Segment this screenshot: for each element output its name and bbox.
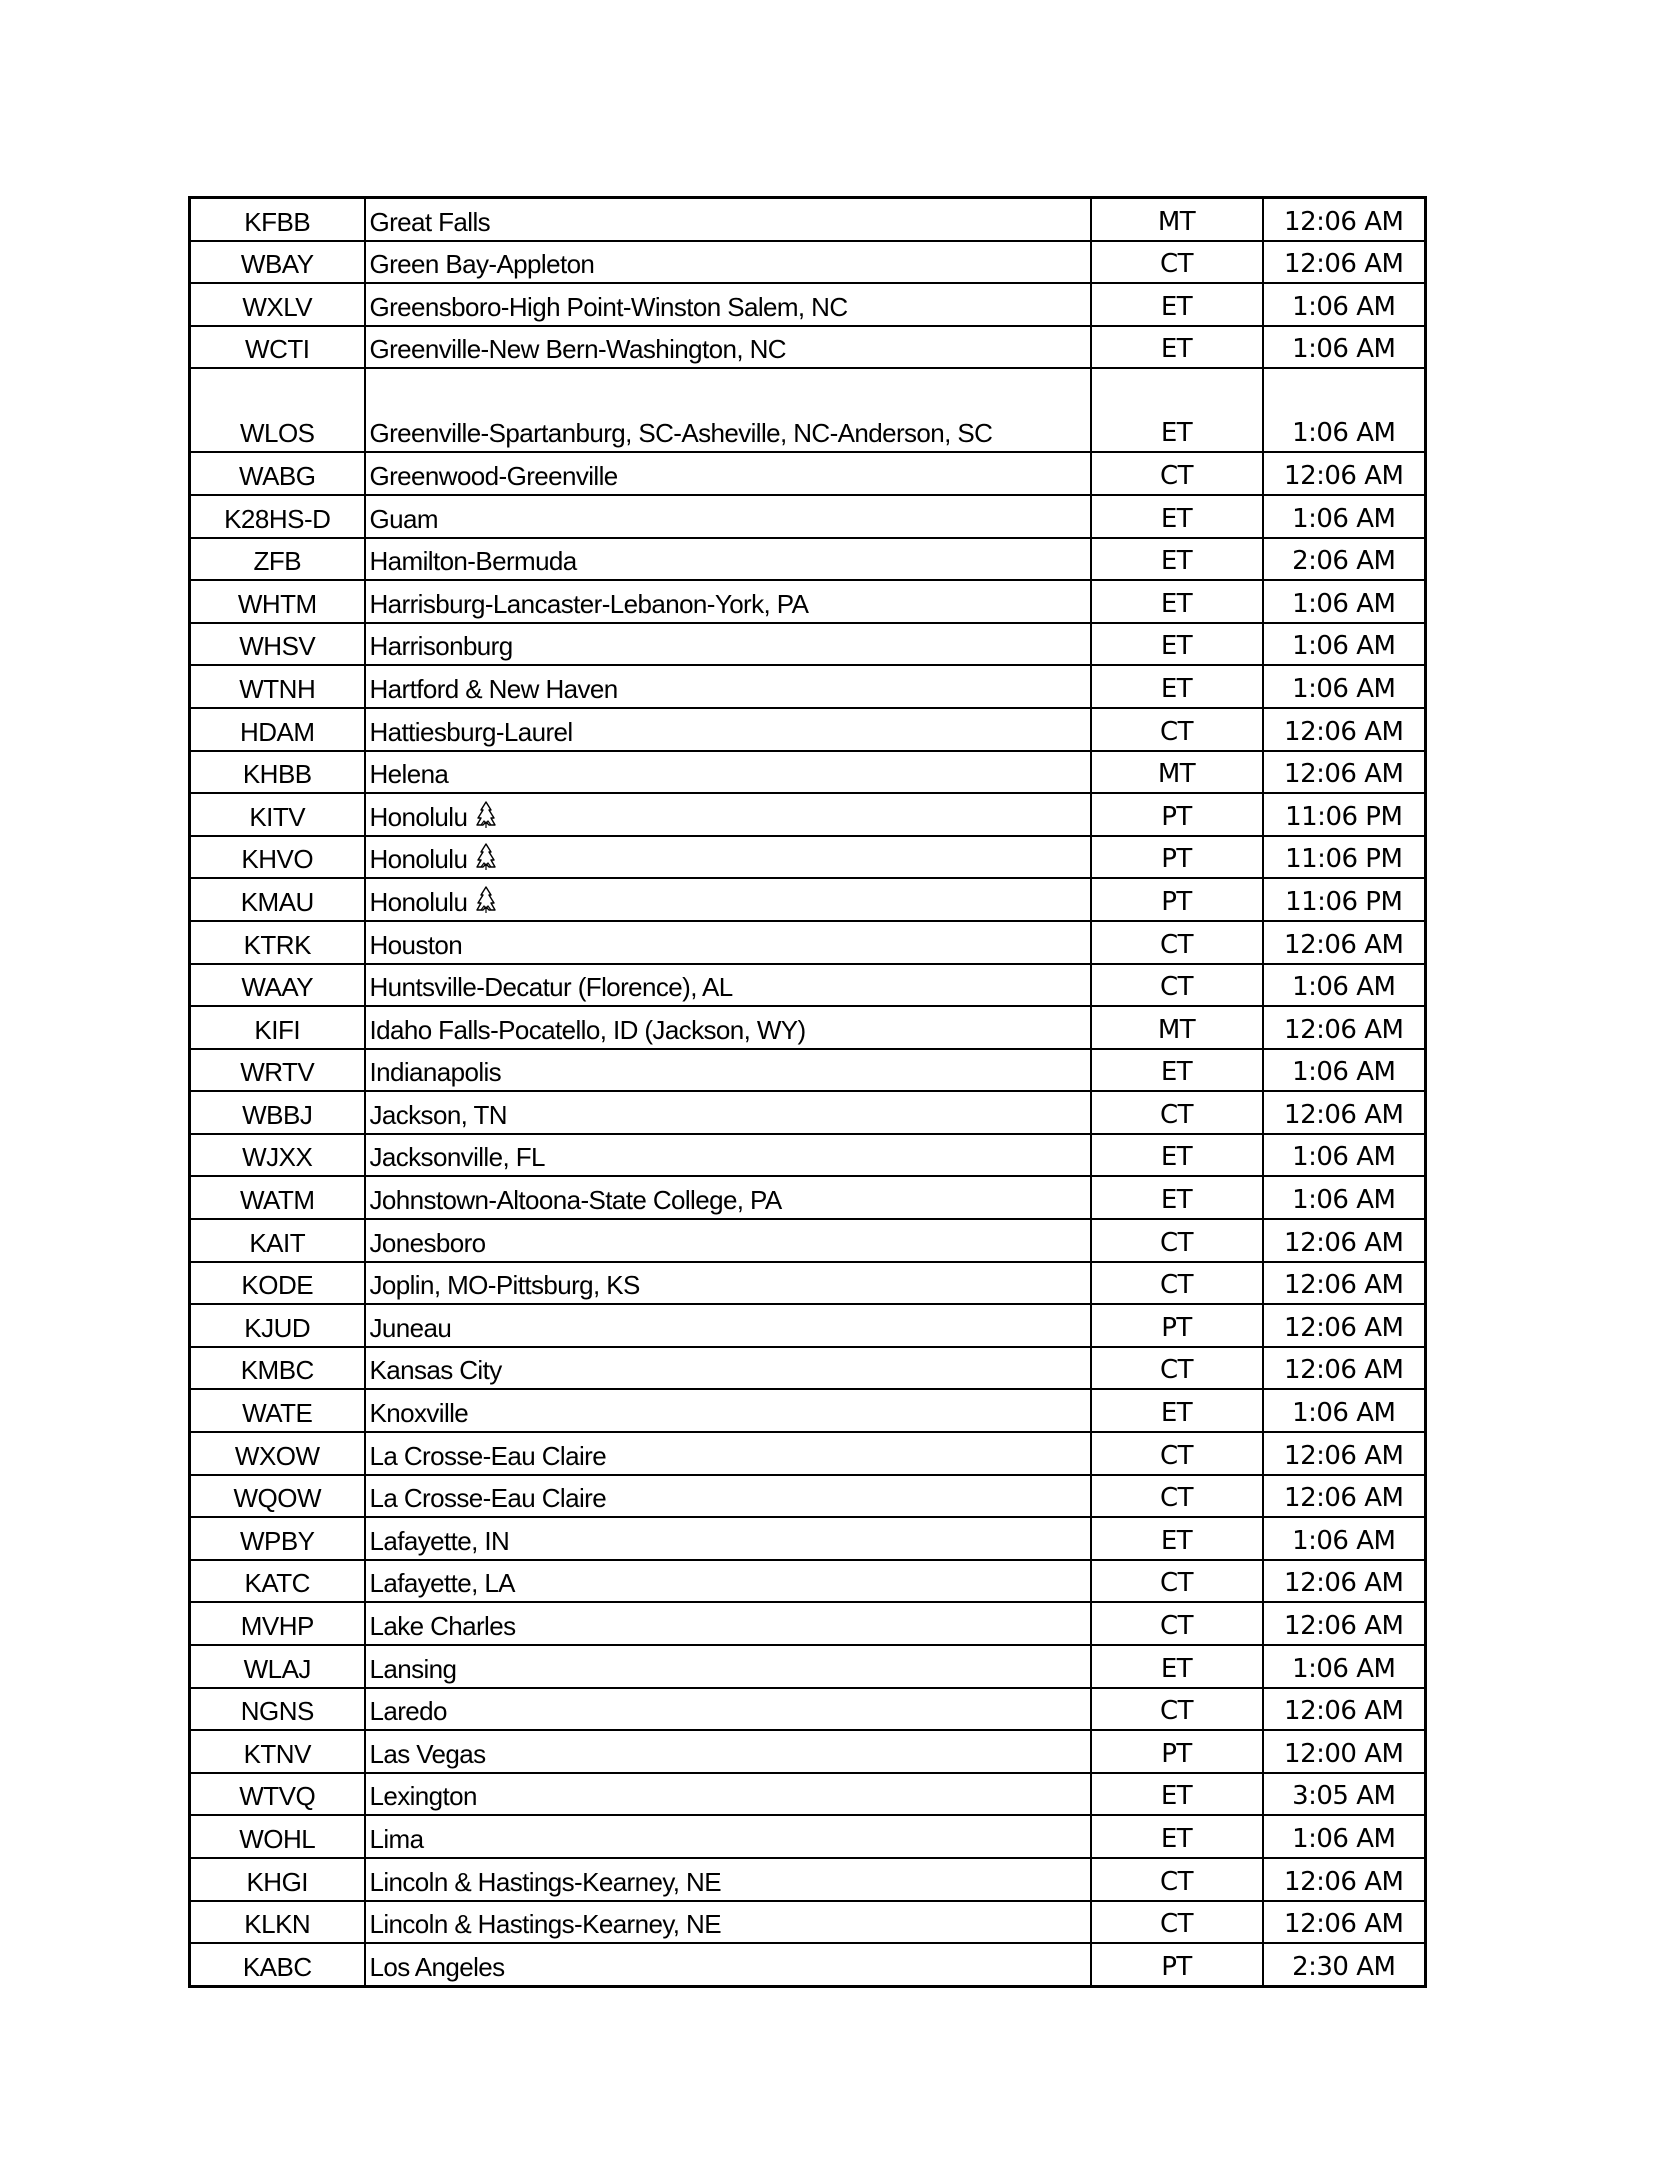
table-row [190, 751, 1426, 794]
time-zone-cell: CT [1091, 921, 1263, 964]
market-cell [365, 1645, 1091, 1688]
market-name: Idaho Falls-Pocatello, ID (Jackson, WY) [369, 1014, 806, 1045]
market-cell [365, 538, 1091, 581]
air-time-cell: 1:06 AM [1263, 1645, 1426, 1688]
market-cell [365, 878, 1091, 921]
market-name: Jonesboro [369, 1227, 486, 1258]
time-zone-cell: CT [1091, 1602, 1263, 1645]
time-zone-cell: ET [1091, 538, 1263, 581]
call-sign-cell: WBBJ [190, 1091, 365, 1134]
air-time-cell: 12:06 AM [1263, 1219, 1426, 1262]
market-name: Kansas City [369, 1355, 502, 1386]
table-row [190, 1858, 1426, 1901]
market-name: Huntsville-Decatur (Florence), AL [369, 972, 733, 1003]
call-sign-cell: WPBY [190, 1517, 365, 1560]
call-sign-cell: KMAU [190, 878, 365, 921]
air-time-cell: 1:06 AM [1263, 964, 1426, 1007]
air-time-cell: 12:06 AM [1263, 1688, 1426, 1731]
air-time-cell: 12:06 AM [1263, 1602, 1426, 1645]
table-row [190, 580, 1426, 623]
air-time-cell: 11:06 PM [1263, 793, 1426, 836]
market-name: Houston [369, 929, 463, 960]
time-zone-cell: ET [1091, 623, 1263, 666]
air-time-cell: 12:06 AM [1263, 452, 1426, 495]
time-zone-cell: CT [1091, 1475, 1263, 1518]
call-sign-cell: NGNS [190, 1688, 365, 1731]
table-row [190, 1219, 1426, 1262]
table-row [190, 1730, 1426, 1773]
call-sign-cell: WATM [190, 1176, 365, 1219]
market-name: La Crosse-Eau Claire [369, 1483, 607, 1514]
call-sign-cell: MVHP [190, 1602, 365, 1645]
table-row [190, 495, 1426, 538]
table-body [190, 198, 1426, 1987]
market-cell [365, 1815, 1091, 1858]
call-sign-cell: KTRK [190, 921, 365, 964]
market-name: Lafayette, LA [369, 1568, 515, 1599]
table-row [190, 665, 1426, 708]
evergreen-tree-icon [475, 843, 497, 871]
market-cell [365, 1219, 1091, 1262]
time-zone-cell: ET [1091, 1645, 1263, 1688]
air-time-cell: 1:06 AM [1263, 1815, 1426, 1858]
market-cell [365, 1006, 1091, 1049]
market-name: Juneau [369, 1312, 452, 1343]
market-cell [365, 1560, 1091, 1603]
air-time-cell: 12:06 AM [1263, 921, 1426, 964]
table-row [190, 198, 1426, 241]
call-sign-cell: WATE [190, 1389, 365, 1432]
air-time-cell: 1:06 AM [1263, 580, 1426, 623]
time-zone-cell: MT [1091, 751, 1263, 794]
table-row [190, 921, 1426, 964]
table-row [190, 1475, 1426, 1518]
table-row [190, 1304, 1426, 1347]
call-sign-cell: KLKN [190, 1901, 365, 1944]
market-name: Honolulu [369, 886, 468, 917]
market-cell [365, 1432, 1091, 1475]
air-time-cell: 11:06 PM [1263, 878, 1426, 921]
market-cell [365, 368, 1091, 452]
market-cell [365, 1176, 1091, 1219]
air-time-cell: 12:06 AM [1263, 1304, 1426, 1347]
market-name: Los Angeles [369, 1951, 505, 1982]
time-zone-cell: ET [1091, 495, 1263, 538]
time-zone-cell: CT [1091, 708, 1263, 751]
table-row [190, 1432, 1426, 1475]
air-time-cell: 1:06 AM [1263, 1134, 1426, 1177]
market-cell [365, 1304, 1091, 1347]
market-name: Lansing [369, 1653, 457, 1684]
market-name: Guam [369, 503, 438, 534]
time-zone-cell: ET [1091, 580, 1263, 623]
market-cell [365, 283, 1091, 326]
market-cell [365, 751, 1091, 794]
call-sign-cell: WHTM [190, 580, 365, 623]
market-name: Hartford & New Haven [369, 673, 618, 704]
table-row [190, 1773, 1426, 1816]
market-cell [365, 1773, 1091, 1816]
call-sign-cell: WAAY [190, 964, 365, 1007]
market-name: Knoxville [369, 1398, 469, 1429]
air-time-cell: 12:06 AM [1263, 751, 1426, 794]
time-zone-cell: CT [1091, 1688, 1263, 1731]
call-sign-cell: WQOW [190, 1475, 365, 1518]
market-cell [365, 1730, 1091, 1773]
air-time-cell: 12:06 AM [1263, 1432, 1426, 1475]
air-time-cell: 1:06 AM [1263, 1049, 1426, 1092]
call-sign-cell: WJXX [190, 1134, 365, 1177]
table-row [190, 836, 1426, 879]
time-zone-cell: CT [1091, 1901, 1263, 1944]
air-time-cell: 2:06 AM [1263, 538, 1426, 581]
market-name: Honolulu [369, 801, 468, 832]
table-row [190, 1645, 1426, 1688]
market-cell [365, 921, 1091, 964]
market-name: Greenwood-Greenville [369, 460, 618, 491]
market-name: Lincoln & Hastings-Kearney, NE [369, 1909, 721, 1940]
market-name: Hattiesburg-Laurel [369, 716, 573, 747]
market-cell [365, 580, 1091, 623]
air-time-cell: 1:06 AM [1263, 326, 1426, 369]
call-sign-cell: KHVO [190, 836, 365, 879]
air-time-cell: 12:06 AM [1263, 198, 1426, 241]
air-time-cell: 12:06 AM [1263, 1347, 1426, 1390]
call-sign-cell: WXLV [190, 283, 365, 326]
time-zone-cell: PT [1091, 793, 1263, 836]
time-zone-cell: PT [1091, 836, 1263, 879]
table-row [190, 538, 1426, 581]
market-name: Laredo [369, 1696, 447, 1727]
market-name: Johnstown-Altoona-State College, PA [369, 1185, 782, 1216]
time-zone-cell: ET [1091, 1815, 1263, 1858]
market-cell [365, 495, 1091, 538]
evergreen-tree-icon [475, 801, 497, 829]
time-zone-cell: ET [1091, 1773, 1263, 1816]
time-zone-cell: PT [1091, 878, 1263, 921]
call-sign-cell: ZFB [190, 538, 365, 581]
market-name: Hamilton-Bermuda [369, 546, 577, 577]
market-name: La Crosse-Eau Claire [369, 1440, 607, 1471]
market-cell [365, 623, 1091, 666]
call-sign-cell: K28HS-D [190, 495, 365, 538]
air-time-cell: 1:06 AM [1263, 368, 1426, 452]
time-zone-cell: PT [1091, 1304, 1263, 1347]
call-sign-cell: KTNV [190, 1730, 365, 1773]
market-name: Lexington [369, 1781, 477, 1812]
table-row [190, 708, 1426, 751]
market-cell [365, 1091, 1091, 1134]
table-row [190, 1602, 1426, 1645]
market-name: Greenville-New Bern-Washington, NC [369, 334, 786, 365]
time-zone-cell: ET [1091, 1134, 1263, 1177]
call-sign-cell: HDAM [190, 708, 365, 751]
time-zone-cell: CT [1091, 1219, 1263, 1262]
table-row [190, 1134, 1426, 1177]
air-time-cell: 12:06 AM [1263, 1901, 1426, 1944]
market-cell [365, 1858, 1091, 1901]
market-name: Honolulu [369, 844, 468, 875]
call-sign-cell: KFBB [190, 198, 365, 241]
table-row [190, 452, 1426, 495]
market-name: Lima [369, 1823, 424, 1854]
time-zone-cell: CT [1091, 1262, 1263, 1305]
air-time-cell: 12:00 AM [1263, 1730, 1426, 1773]
call-sign-cell: WLAJ [190, 1645, 365, 1688]
call-sign-cell: KIFI [190, 1006, 365, 1049]
table-row [190, 793, 1426, 836]
call-sign-cell: KAIT [190, 1219, 365, 1262]
market-cell [365, 198, 1091, 241]
market-name: Harrisonburg [369, 631, 513, 662]
air-time-cell: 12:06 AM [1263, 1858, 1426, 1901]
market-cell [365, 1134, 1091, 1177]
market-name: Harrisburg-Lancaster-Lebanon-York, PA [369, 588, 809, 619]
call-sign-cell: KATC [190, 1560, 365, 1603]
call-sign-cell: WTNH [190, 665, 365, 708]
air-time-cell: 1:06 AM [1263, 1389, 1426, 1432]
market-name: Greenville-Spartanburg, SC-Asheville, NC-Anderson, SC [369, 418, 993, 449]
air-time-cell: 11:06 PM [1263, 836, 1426, 879]
market-name: Indianapolis [369, 1057, 502, 1088]
call-sign-cell: KHGI [190, 1858, 365, 1901]
table-row [190, 1049, 1426, 1092]
call-sign-cell: KODE [190, 1262, 365, 1305]
call-sign-cell: WRTV [190, 1049, 365, 1092]
table-row [190, 1176, 1426, 1219]
market-cell [365, 793, 1091, 836]
market-cell [365, 1347, 1091, 1390]
air-time-cell: 1:06 AM [1263, 1517, 1426, 1560]
table-row [190, 1091, 1426, 1134]
market-cell [365, 964, 1091, 1007]
call-sign-cell: WBAY [190, 241, 365, 284]
time-zone-cell: MT [1091, 198, 1263, 241]
market-name: Greensboro-High Point-Winston Salem, NC [369, 291, 848, 322]
market-cell [365, 1602, 1091, 1645]
market-cell [365, 1943, 1091, 1986]
call-sign-cell: KJUD [190, 1304, 365, 1347]
air-time-cell: 1:06 AM [1263, 495, 1426, 538]
table-row [190, 1006, 1426, 1049]
table-row [190, 878, 1426, 921]
market-name: Las Vegas [369, 1738, 486, 1769]
market-cell [365, 1475, 1091, 1518]
market-cell [365, 241, 1091, 284]
table-row [190, 1901, 1426, 1944]
market-cell [365, 708, 1091, 751]
air-time-cell: 3:05 AM [1263, 1773, 1426, 1816]
table-row [190, 1688, 1426, 1731]
table-row [190, 241, 1426, 284]
table-row [190, 1517, 1426, 1560]
time-zone-cell: ET [1091, 326, 1263, 369]
market-cell [365, 1517, 1091, 1560]
market-cell [365, 452, 1091, 495]
market-name: Lincoln & Hastings-Kearney, NE [369, 1866, 721, 1897]
market-name: Great Falls [369, 206, 491, 237]
time-zone-cell: CT [1091, 964, 1263, 1007]
time-zone-cell: ET [1091, 368, 1263, 452]
air-time-cell: 1:06 AM [1263, 665, 1426, 708]
market-name: Jackson, TN [369, 1099, 507, 1130]
market-name: Jacksonville, FL [369, 1142, 545, 1173]
call-sign-cell: WABG [190, 452, 365, 495]
air-time-cell: 12:06 AM [1263, 241, 1426, 284]
call-sign-cell: WOHL [190, 1815, 365, 1858]
time-zone-cell: CT [1091, 1858, 1263, 1901]
time-zone-cell: ET [1091, 1176, 1263, 1219]
time-zone-cell: PT [1091, 1730, 1263, 1773]
table-row [190, 326, 1426, 369]
time-zone-cell: ET [1091, 1517, 1263, 1560]
market-name: Helena [369, 759, 449, 790]
call-sign-cell: WXOW [190, 1432, 365, 1475]
evergreen-tree-icon [475, 886, 497, 914]
call-sign-cell: KABC [190, 1943, 365, 1986]
call-sign-cell: KMBC [190, 1347, 365, 1390]
market-name: Lafayette, IN [369, 1525, 510, 1556]
time-zone-cell: CT [1091, 1560, 1263, 1603]
table-row [190, 623, 1426, 666]
time-zone-cell: MT [1091, 1006, 1263, 1049]
call-sign-cell: KHBB [190, 751, 365, 794]
table-row [190, 1262, 1426, 1305]
table-row [190, 1560, 1426, 1603]
time-zone-cell: ET [1091, 1049, 1263, 1092]
air-time-cell: 1:06 AM [1263, 283, 1426, 326]
table-row [190, 283, 1426, 326]
table-row [190, 1389, 1426, 1432]
table-row [190, 964, 1426, 1007]
market-name: Green Bay-Appleton [369, 249, 595, 280]
air-time-cell: 1:06 AM [1263, 1176, 1426, 1219]
market-name: Joplin, MO-Pittsburg, KS [369, 1270, 640, 1301]
call-sign-cell: WLOS [190, 368, 365, 452]
table-row [190, 1943, 1426, 1986]
time-zone-cell: CT [1091, 452, 1263, 495]
market-cell [365, 1049, 1091, 1092]
market-name: Lake Charles [369, 1611, 516, 1641]
call-sign-cell: KITV [190, 793, 365, 836]
table-row [190, 1815, 1426, 1858]
air-time-cell: 12:06 AM [1263, 1475, 1426, 1518]
call-sign-cell: WTVQ [190, 1773, 365, 1816]
air-time-cell: 12:06 AM [1263, 1560, 1426, 1603]
table-row [190, 1347, 1426, 1390]
time-zone-cell: CT [1091, 1432, 1263, 1475]
call-sign-cell: WHSV [190, 623, 365, 666]
time-zone-cell: ET [1091, 283, 1263, 326]
market-cell [365, 1389, 1091, 1432]
time-zone-cell: CT [1091, 241, 1263, 284]
time-zone-cell: ET [1091, 1389, 1263, 1432]
call-sign-cell: WCTI [190, 326, 365, 369]
market-cell [365, 665, 1091, 708]
air-time-cell: 12:06 AM [1263, 1091, 1426, 1134]
air-time-cell: 2:30 AM [1263, 1943, 1426, 1986]
time-zone-cell: CT [1091, 1347, 1263, 1390]
market-cell [365, 1688, 1091, 1731]
time-zone-cell: CT [1091, 1091, 1263, 1134]
air-time-cell: 12:06 AM [1263, 1262, 1426, 1305]
station-schedule-table [188, 196, 1427, 1988]
market-cell [365, 326, 1091, 369]
time-zone-cell: PT [1091, 1943, 1263, 1986]
table-row [190, 368, 1426, 452]
market-cell [365, 1901, 1091, 1944]
air-time-cell: 1:06 AM [1263, 623, 1426, 666]
air-time-cell: 12:06 AM [1263, 708, 1426, 751]
time-zone-cell: ET [1091, 665, 1263, 708]
market-cell [365, 836, 1091, 879]
air-time-cell: 12:06 AM [1263, 1006, 1426, 1049]
market-cell [365, 1262, 1091, 1305]
